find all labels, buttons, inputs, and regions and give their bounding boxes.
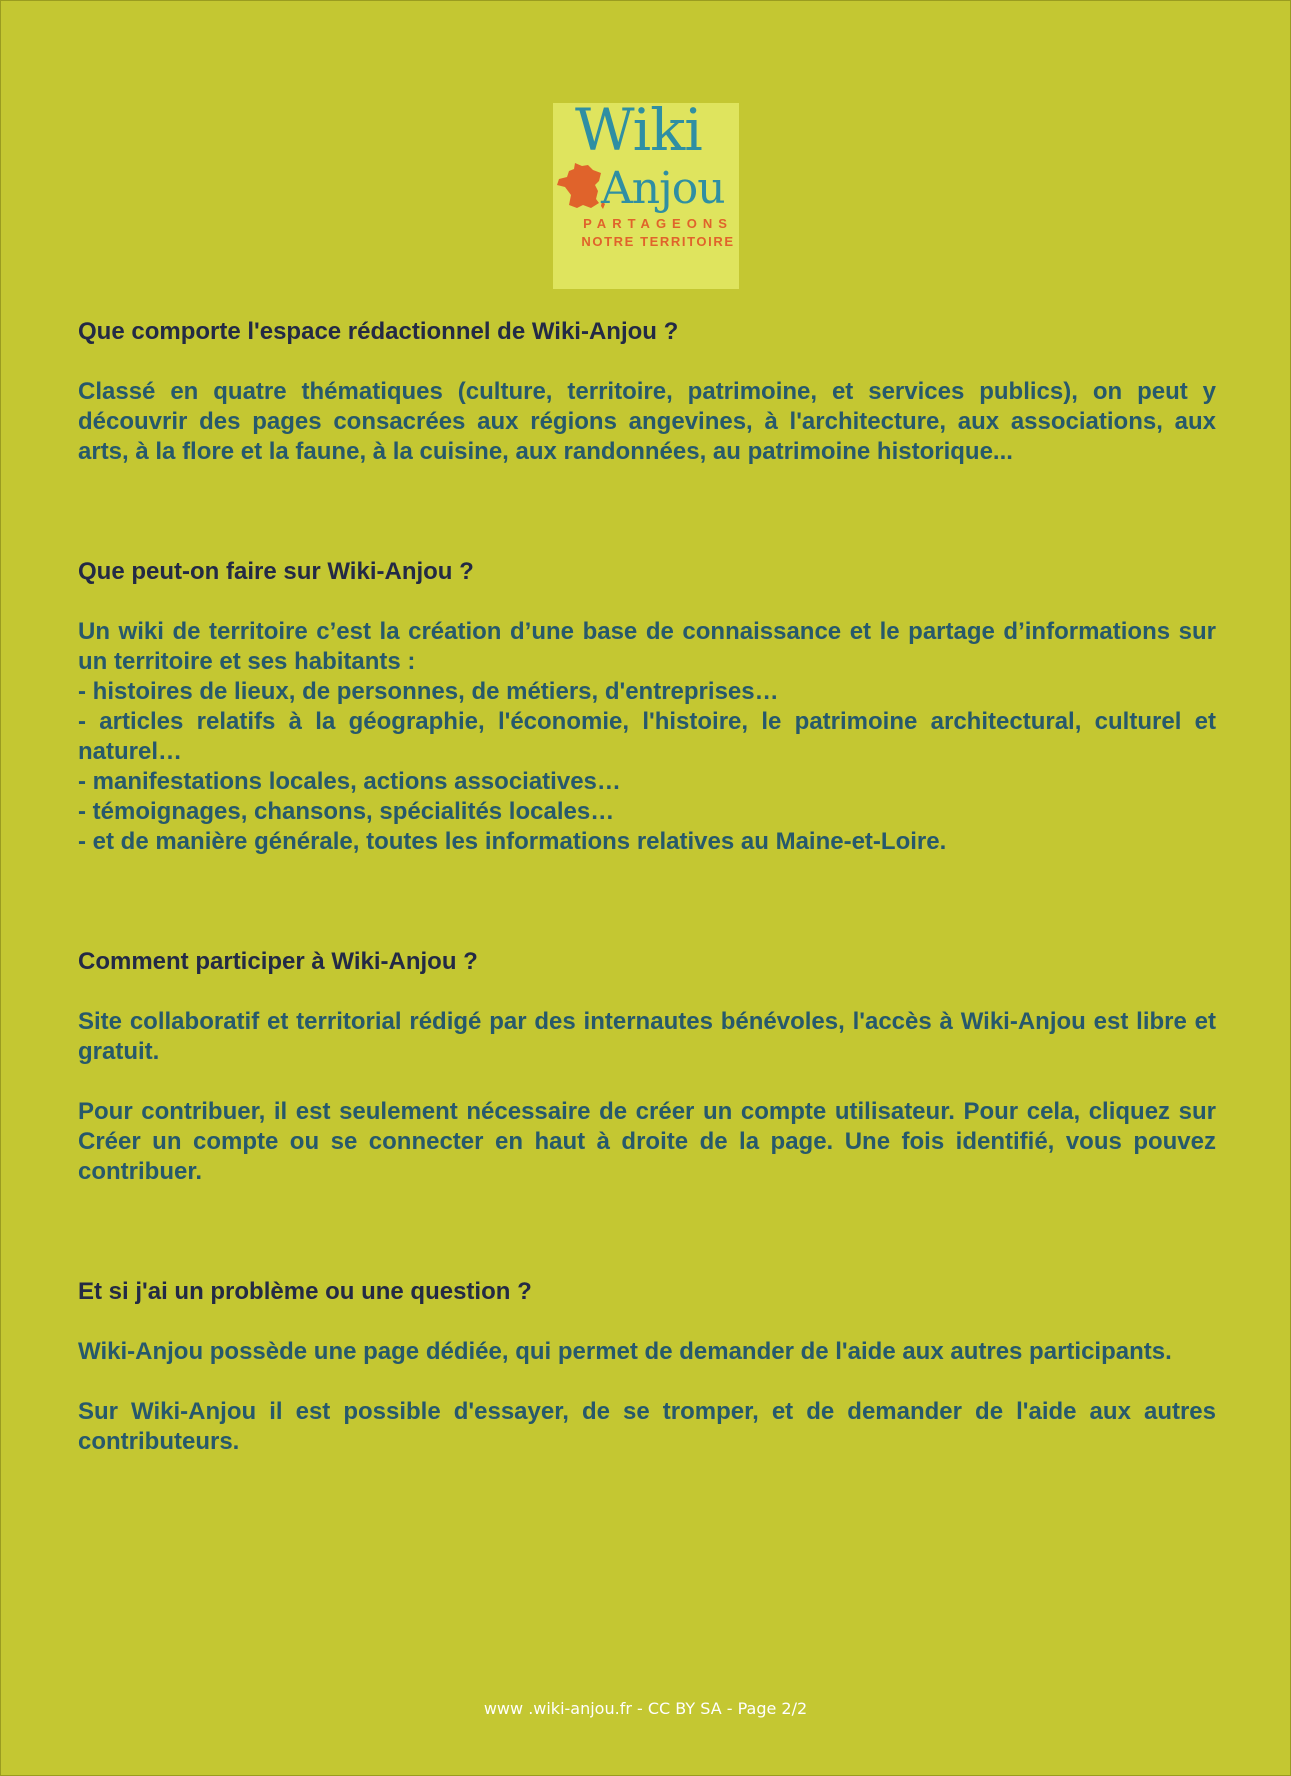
section-1-question: Que comporte l'espace rédactionnel de Wiki-Anjou ? [78,318,679,345]
list-item: - manifestations locales, actions associatives… [78,768,621,795]
section-4-paragraph-1: Wiki-Anjou possède une page dédiée, qui permet de demander de l'aide aux autres participants. [78,1338,1172,1365]
logo-title-anjou: Anjou [601,163,725,214]
section-4-paragraph-2: Sur Wiki-Anjou il est possible d'essayer, de se tromper, et de demander de l'aide aux autres contributeurs. [78,1398,1216,1455]
page-footer: www .wiki-anjou.fr - CC BY SA - Page 2/2 [483,1699,808,1718]
list-item: - articles relatifs à la géographie, l'économie, l'histoire, le patrimoine architectural, culturel et naturel… [78,708,1216,765]
logo-tagline-1: PARTAGEONS [583,216,733,231]
logo-tagline-2: NOTRE TERRITOIRE [581,234,735,249]
section-2-question: Que peut-on faire sur Wiki-Anjou ? [78,558,474,585]
list-item: - et de manière générale, toutes les informations relatives au Maine-et-Loire. [78,828,947,855]
section-2-intro: Un wiki de territoire c’est la création d’une base de connaissance et le partage d’informations sur un territoire et ses habitants : [78,618,1216,675]
list-item: - histoires de lieux, de personnes, de métiers, d'entreprises… [78,678,779,705]
section-3-question: Comment participer à Wiki-Anjou ? [78,948,478,975]
main-content [78,317,1216,1457]
section-3-paragraph-1: Site collaboratif et territorial rédigé par des internautes bénévoles, l'accès à Wiki-Anjou est libre et gratuit. [78,1008,1216,1065]
list-item: - témoignages, chansons, spécialités locales… [78,798,615,825]
section-3-paragraph-2: Pour contribuer, il est seulement nécessaire de créer un compte utilisateur. Pour cela, cliquez sur Créer un compte ou se connecter en haut à droite de la page. Une fois identifié, vous pouvez contribuer. [78,1098,1216,1185]
wiki-anjou-logo [553,96,739,289]
logo-title-wiki: Wiki [575,96,702,164]
section-1-paragraph: Classé en quatre thématiques (culture, territoire, patrimoine, et services publics), on peut y découvrir des pages consacrées aux régions angevines, à l'architecture, aux associations, aux arts, à la flore et la faune, à la cuisine, aux randonnées, au patrimoine historique... [78,378,1216,465]
section-4-question: Et si j'ai un problème ou une question ? [78,1278,532,1305]
france-map-icon [555,161,607,211]
